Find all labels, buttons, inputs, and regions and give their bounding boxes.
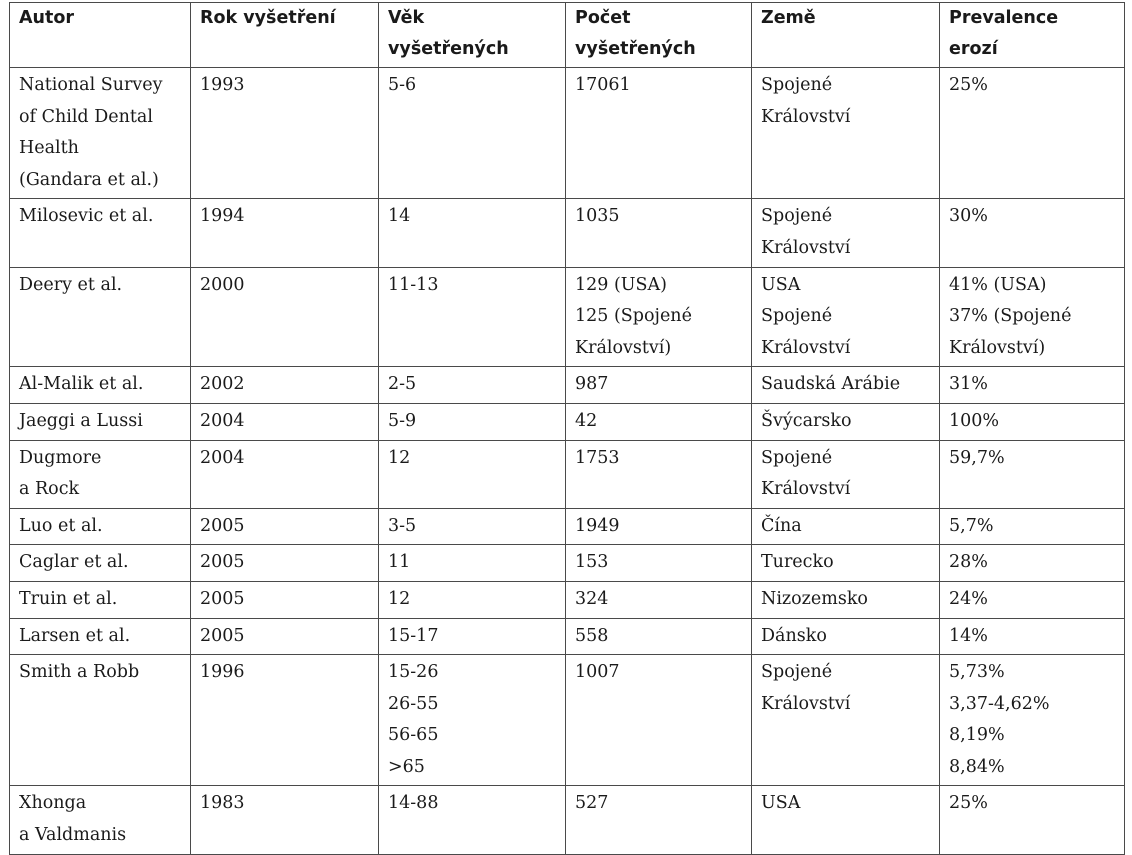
cell-text: (Gandara et al.) (19, 169, 159, 190)
table-row (10, 440, 1125, 508)
cell-text: 1753 (575, 447, 620, 468)
cell-age (379, 68, 566, 199)
cell-text: Milosevic et al. (19, 206, 154, 227)
cell-author (10, 267, 191, 367)
cell-year (191, 618, 379, 655)
cell-country (752, 545, 940, 582)
cell-text: 5,7% (949, 515, 994, 536)
table-row (10, 267, 1125, 367)
cell-text: 3-5 (388, 515, 417, 536)
cell-prevalence (940, 68, 1125, 199)
cell-text: 2005 (200, 552, 245, 573)
cell-text: 153 (575, 552, 609, 573)
cell-text: 2004 (200, 447, 245, 468)
header-text: Rok vyšetření (200, 8, 336, 28)
cell-text: 125 (Spojené (575, 306, 692, 327)
cell-age (379, 267, 566, 367)
cell-count (566, 655, 752, 786)
cell-text: 37% (Spojené (949, 306, 1072, 327)
cell-prevalence (940, 367, 1125, 404)
cell-year (191, 581, 379, 618)
column-header-year (191, 3, 379, 68)
cell-text: >65 (388, 756, 425, 777)
cell-text: 2002 (200, 374, 245, 395)
cell-text: 56-65 (388, 725, 439, 746)
cell-text: Luo et al. (19, 515, 103, 536)
cell-text: 26-55 (388, 693, 439, 714)
cell-count (566, 581, 752, 618)
cell-text: 1007 (575, 662, 620, 683)
cell-age (379, 545, 566, 582)
cell-count (566, 199, 752, 267)
cell-prevalence (940, 403, 1125, 440)
cell-country (752, 403, 940, 440)
cell-text: 324 (575, 588, 609, 609)
cell-country (752, 581, 940, 618)
cell-text: Království (761, 237, 851, 258)
cell-text: 1993 (200, 75, 245, 95)
cell-author (10, 508, 191, 545)
cell-country (752, 508, 940, 545)
header-text: erozí (949, 39, 998, 59)
cell-text: 5,73% (949, 662, 1005, 683)
cell-text: 12 (388, 588, 411, 609)
cell-text: 11 (388, 552, 411, 573)
cell-text: Království) (575, 337, 672, 358)
header-text: vyšetřených (388, 39, 509, 59)
cell-text: 2005 (200, 515, 245, 536)
cell-count (566, 367, 752, 404)
cell-age (379, 508, 566, 545)
cell-author (10, 403, 191, 440)
header-text: Autor (19, 8, 75, 28)
cell-prevalence (940, 545, 1125, 582)
header-text: Země (761, 8, 816, 28)
cell-count (566, 508, 752, 545)
cell-text: 17061 (575, 75, 631, 95)
cell-text: Spojené (761, 75, 833, 95)
cell-text: 12 (388, 447, 411, 468)
table-row (10, 199, 1125, 267)
column-header-author (10, 3, 191, 68)
table-header-row (10, 3, 1125, 68)
cell-text: 1949 (575, 515, 620, 536)
cell-text: 14-88 (388, 793, 439, 814)
cell-age (379, 403, 566, 440)
cell-text: Nizozemsko (761, 588, 868, 609)
cell-text: Turecko (761, 552, 834, 573)
cell-year (191, 367, 379, 404)
cell-author (10, 440, 191, 508)
cell-prevalence (940, 199, 1125, 267)
cell-text: a Rock (19, 479, 80, 500)
cell-text: 14 (388, 206, 411, 227)
cell-age (379, 655, 566, 786)
cell-text: Truin et al. (19, 588, 118, 609)
column-header-age (379, 3, 566, 68)
table-row (10, 786, 1125, 854)
cell-country (752, 786, 940, 854)
cell-author (10, 655, 191, 786)
cell-country (752, 367, 940, 404)
table-row (10, 508, 1125, 545)
cell-text: 2-5 (388, 374, 417, 395)
cell-text: 1996 (200, 662, 245, 683)
cell-text: 1983 (200, 793, 245, 814)
cell-text: Čína (761, 515, 802, 536)
cell-country (752, 267, 940, 367)
cell-age (379, 786, 566, 854)
cell-age (379, 367, 566, 404)
table-row (10, 367, 1125, 404)
cell-text: Al-Malik et al. (19, 374, 144, 395)
cell-year (191, 403, 379, 440)
cell-text: Xhonga (19, 793, 87, 814)
cell-count (566, 267, 752, 367)
cell-count (566, 786, 752, 854)
cell-text: Larsen et al. (19, 625, 131, 646)
cell-count (566, 545, 752, 582)
cell-text: 2005 (200, 588, 245, 609)
cell-prevalence (940, 440, 1125, 508)
header-text: Věk (388, 8, 425, 28)
cell-text: Saudská Arábie (761, 374, 901, 395)
cell-year (191, 440, 379, 508)
cell-text: Deery et al. (19, 274, 123, 295)
cell-country (752, 440, 940, 508)
cell-text: 59,7% (949, 447, 1005, 468)
cell-text: 25% (949, 75, 988, 95)
cell-year (191, 267, 379, 367)
cell-prevalence (940, 655, 1125, 786)
cell-text: 987 (575, 374, 609, 395)
cell-text: Caglar et al. (19, 552, 129, 573)
cell-text: 30% (949, 206, 988, 227)
cell-author (10, 367, 191, 404)
cell-text: Království) (949, 337, 1046, 358)
table-body (10, 68, 1125, 855)
cell-year (191, 545, 379, 582)
cell-year (191, 68, 379, 199)
cell-year (191, 655, 379, 786)
cell-prevalence (940, 267, 1125, 367)
table-row (10, 545, 1125, 582)
erosion-prevalence-table (9, 2, 1125, 855)
column-header-prevalence (940, 3, 1125, 68)
header-text: Počet (575, 8, 631, 28)
table-row (10, 403, 1125, 440)
cell-text: 527 (575, 793, 609, 814)
cell-prevalence (940, 786, 1125, 854)
cell-text: 15-17 (388, 625, 439, 646)
cell-text: Švýcarsko (761, 410, 852, 431)
cell-text: 11-13 (388, 274, 439, 295)
cell-text: 3,37-4,62% (949, 693, 1050, 714)
cell-author (10, 199, 191, 267)
cell-text: 31% (949, 374, 988, 395)
cell-text: Spojené (761, 447, 833, 468)
cell-text: 1994 (200, 206, 245, 227)
cell-text: 15-26 (388, 662, 439, 683)
cell-text: Spojené (761, 306, 833, 327)
cell-author (10, 545, 191, 582)
cell-text: 129 (USA) (575, 274, 667, 295)
cell-text: 558 (575, 625, 609, 646)
cell-author (10, 618, 191, 655)
header-text: vyšetřených (575, 39, 696, 59)
cell-text: Jaeggi a Lussi (19, 410, 143, 431)
column-header-country (752, 3, 940, 68)
table-row (10, 68, 1125, 199)
cell-text: 14% (949, 625, 988, 646)
cell-text: 24% (949, 588, 988, 609)
cell-author (10, 786, 191, 854)
cell-text: 25% (949, 793, 988, 814)
cell-count (566, 440, 752, 508)
cell-text: Království (761, 106, 851, 127)
cell-text: Dugmore (19, 447, 102, 468)
cell-text: USA (761, 793, 801, 814)
cell-text: 5-9 (388, 410, 417, 431)
cell-age (379, 199, 566, 267)
cell-age (379, 440, 566, 508)
cell-country (752, 618, 940, 655)
table-row (10, 618, 1125, 655)
cell-author (10, 68, 191, 199)
cell-prevalence (940, 618, 1125, 655)
table-row (10, 581, 1125, 618)
cell-age (379, 581, 566, 618)
cell-text: Království (761, 337, 851, 358)
cell-count (566, 618, 752, 655)
cell-text: a Valdmanis (19, 825, 127, 846)
cell-prevalence (940, 508, 1125, 545)
cell-text: 1035 (575, 206, 620, 227)
cell-text: Spojené (761, 662, 833, 683)
cell-text: 8,84% (949, 756, 1005, 777)
cell-text: Health (19, 138, 79, 159)
cell-text: 42 (575, 410, 598, 431)
header-text: Prevalence (949, 8, 1059, 28)
cell-text: USA (761, 274, 801, 295)
cell-country (752, 68, 940, 199)
cell-text: 2004 (200, 410, 245, 431)
cell-text: Spojené (761, 206, 833, 227)
cell-author (10, 581, 191, 618)
cell-country (752, 655, 940, 786)
column-header-count (566, 3, 752, 68)
cell-text: Smith a Robb (19, 662, 140, 683)
cell-age (379, 618, 566, 655)
cell-text: 100% (949, 410, 1000, 431)
cell-text: Království (761, 479, 851, 500)
cell-country (752, 199, 940, 267)
cell-text: 28% (949, 552, 988, 573)
cell-prevalence (940, 581, 1125, 618)
cell-text: 2000 (200, 274, 245, 295)
cell-text: 41% (USA) (949, 274, 1047, 295)
cell-text: of Child Dental (19, 106, 153, 127)
cell-text: 5-6 (388, 75, 417, 95)
cell-year (191, 508, 379, 545)
table-row (10, 655, 1125, 786)
cell-year (191, 199, 379, 267)
cell-count (566, 68, 752, 199)
cell-text: Království (761, 693, 851, 714)
cell-text: 2005 (200, 625, 245, 646)
cell-text: Dánsko (761, 625, 827, 646)
cell-text: National Survey (19, 75, 163, 95)
cell-text: 8,19% (949, 725, 1005, 746)
cell-year (191, 786, 379, 854)
cell-count (566, 403, 752, 440)
